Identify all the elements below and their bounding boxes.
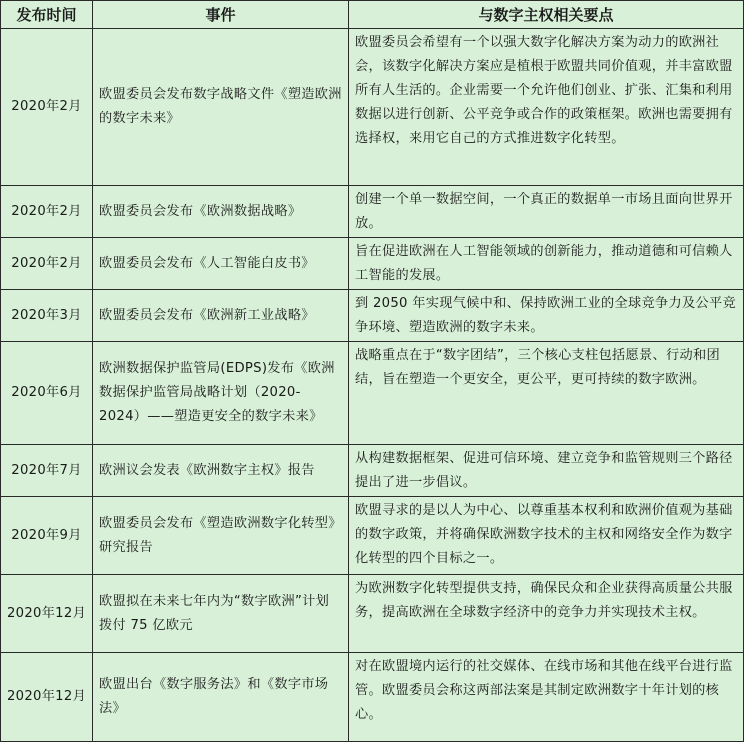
table-row	[1, 653, 744, 742]
row-points: 从构建数据框架、促进可信环境、建立竞争和监管规则三个路径提出了进一步倡议。	[349, 445, 744, 497]
row-points: 欧盟寻求的是以人为中心、以尊重基本权利和欧洲价值观为基础的数字政策，并将确保欧洲数字技术的主权和网络安全作为数字化转型的四个目标之一。	[349, 497, 744, 575]
table-row	[1, 497, 744, 575]
row-date: 2020年2月	[1, 238, 93, 290]
row-points: 对在欧盟境内运行的社交媒体、在线市场和其他在线平台进行监管。欧盟委员会称这两部法案是其制定欧洲数字十年计划的核心。	[349, 653, 744, 742]
row-event: 欧盟委员会发布《人工智能白皮书》	[93, 238, 349, 290]
row-date: 2020年3月	[1, 290, 93, 342]
row-points: 创建一个单一数据空间，一个真正的数据单一市场且面向世界开放。	[349, 186, 744, 238]
header-points: 与数字主权相关要点	[349, 1, 744, 29]
table-row	[1, 575, 744, 653]
table-row	[1, 290, 744, 342]
row-date: 2020年9月	[1, 497, 93, 575]
row-points: 欧盟委员会希望有一个以强大数字化解决方案为动力的欧洲社会，该数字化解决方案应是植根于欧盟共同价值观，并丰富欧盟所有人生活的。企业需要一个允许他们创业、扩张、汇集和利用数据以进行创新、公平竞争或合作的政策框架。欧洲也需要拥有选择权，来用它自己的方式推进数字化转型。	[349, 29, 744, 186]
row-event: 欧盟委员会发布《欧洲新工业战略》	[93, 290, 349, 342]
row-event: 欧盟委员会发布《塑造欧洲数字化转型》研究报告	[93, 497, 349, 575]
row-date: 2020年2月	[1, 186, 93, 238]
table-row	[1, 445, 744, 497]
table-row	[1, 186, 744, 238]
row-points: 为欧洲数字化转型提供支持，确保民众和企业获得高质量公共服务，提高欧洲在全球数字经济中的竞争力并实现技术主权。	[349, 575, 744, 653]
row-event: 欧盟拟在未来七年内为“数字欧洲”计划拨付 75 亿欧元	[93, 575, 349, 653]
row-event: 欧洲议会发表《欧洲数字主权》报告	[93, 445, 349, 497]
row-date: 2020年7月	[1, 445, 93, 497]
table-header-row	[1, 1, 744, 29]
row-event: 欧盟委员会发布数字战略文件《塑造欧洲的数字未来》	[93, 29, 349, 186]
table-row	[1, 29, 744, 186]
row-date: 2020年12月	[1, 653, 93, 742]
row-points: 旨在促进欧洲在人工智能领域的创新能力，推动道德和可信赖人工智能的发展。	[349, 238, 744, 290]
row-points: 战略重点在于“数字团结”，三个核心支柱包括愿景、行动和团结，旨在塑造一个更安全，更公平，更可持续的数字欧洲。	[349, 342, 744, 445]
table-row	[1, 342, 744, 445]
header-date: 发布时间	[1, 1, 93, 29]
row-date: 2020年6月	[1, 342, 93, 445]
row-date: 2020年12月	[1, 575, 93, 653]
row-event: 欧盟出台《数字服务法》和《数字市场法》	[93, 653, 349, 742]
table-row	[1, 238, 744, 290]
row-points: 到 2050 年实现气候中和、保持欧洲工业的全球竞争力及公平竞争环境、塑造欧洲的数字未来。	[349, 290, 744, 342]
header-event: 事件	[93, 1, 349, 29]
row-event: 欧洲数据保护监管局(EDPS)发布《欧洲数据保护监管局战略计划（2020-2024）——塑造更安全的数字未来》	[93, 342, 349, 445]
row-date: 2020年2月	[1, 29, 93, 186]
row-event: 欧盟委员会发布《欧洲数据战略》	[93, 186, 349, 238]
